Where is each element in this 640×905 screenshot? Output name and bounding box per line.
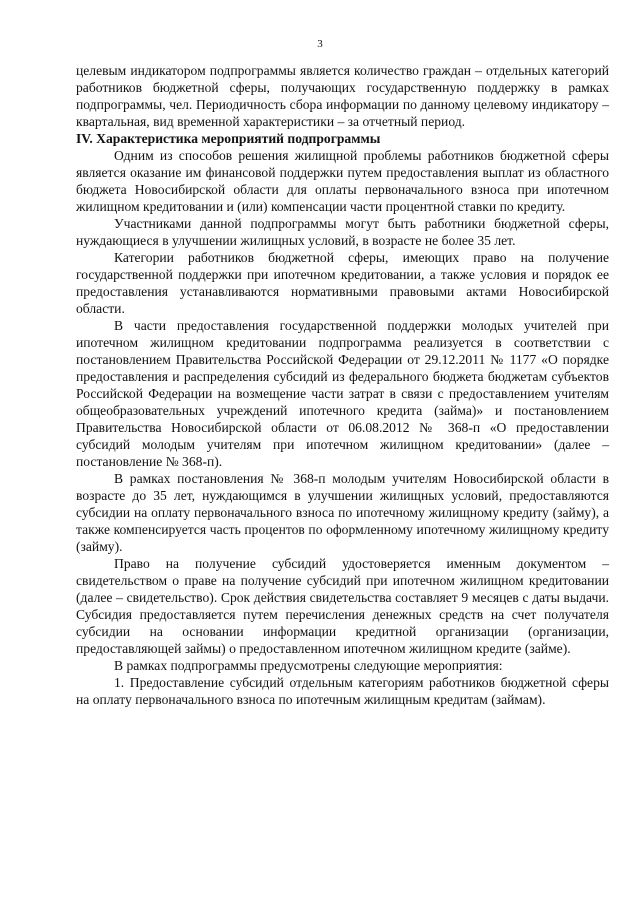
paragraph: Право на получение субсидий удостоверяется именным документом – свидетельством о праве на получение субсидий при ипотечном жилищном кредитовании (далее – свидетельство). Срок действия свидетельства составляет 9 месяцев с даты выдачи. Субсидия предоставляется путем перечисления денежных средств на счет получателя субсидии на основании информации кредитной организации (организации, предоставляющей займы) о предоставленном ипотечном жилищном кредите (займе). <box>76 556 609 656</box>
paragraph: Категории работников бюджетной сферы, имеющих право на получение государственной поддержки при ипотечном кредитовании, а также условия и порядок ее предоставления устанавливаются нормативными правовыми актами Новосибирской области. <box>76 250 609 316</box>
paragraph-continued: целевым индикатором подпрограммы является количество граждан – отдельных категорий работников бюджетной сферы, получающих государственную поддержку в рамках подпрограммы, чел. Периодичность сбора информации по данному целевому индикатору – квартальная, вид временной характеристики – за отчетный период. <box>76 63 609 129</box>
list-item: 1. Предоставление субсидий отдельным категориям работников бюджетной сферы на оплату первоначального взноса по ипотечным жилищным кредитам (займам). <box>76 675 609 707</box>
section-heading: IV. Характеристика мероприятий подпрограммы <box>76 131 381 146</box>
paragraph: В рамках подпрограммы предусмотрены следующие мероприятия: <box>114 658 503 673</box>
page-number: 3 <box>317 38 323 50</box>
paragraph: В части предоставления государственной поддержки молодых учителей при ипотечном жилищном кредитовании подпрограмма реализуется в соответствии с постановлением Правительства Российской Федерации от 29.12.2011 № 1177 «О порядке предоставления и распределения субсидий из федерального бюджета бюджетам субъектов Российской Федерации на возмещение части затрат в связи с предоставлением учителям общеобразовательных учреждений ипотечного кредита (займа)» и постановлением Правительства Новосибирской области от 06.08.2012 № 368-п «О предоставлении субсидий молодым учителям при ипотечном жилищном кредитовании» (далее – постановление № 368-п). <box>76 318 609 469</box>
paragraph: Участниками данной подпрограммы могут быть работники бюджетной сферы, нуждающиеся в улучшении жилищных условий, в возрасте не более 35 лет. <box>76 216 609 248</box>
document-body <box>76 62 609 708</box>
paragraph: В рамках постановления № 368-п молодым учителям Новосибирской области в возрасте до 35 лет, нуждающимся в улучшении жилищных условий, предоставляются субсидии на оплату первоначального взноса по ипотечному жилищному кредиту (займу), а также компенсируется часть процентов по оформленному ипотечному жилищному кредиту (займу). <box>76 471 609 554</box>
paragraph: Одним из способов решения жилищной проблемы работников бюджетной сферы является оказание им финансовой поддержки путем предоставления выплат из областного бюджета Новосибирской области для оплаты первоначального взноса при ипотечном жилищном кредитовании и (или) компенсации части процентной ставки по кредиту. <box>76 148 609 214</box>
